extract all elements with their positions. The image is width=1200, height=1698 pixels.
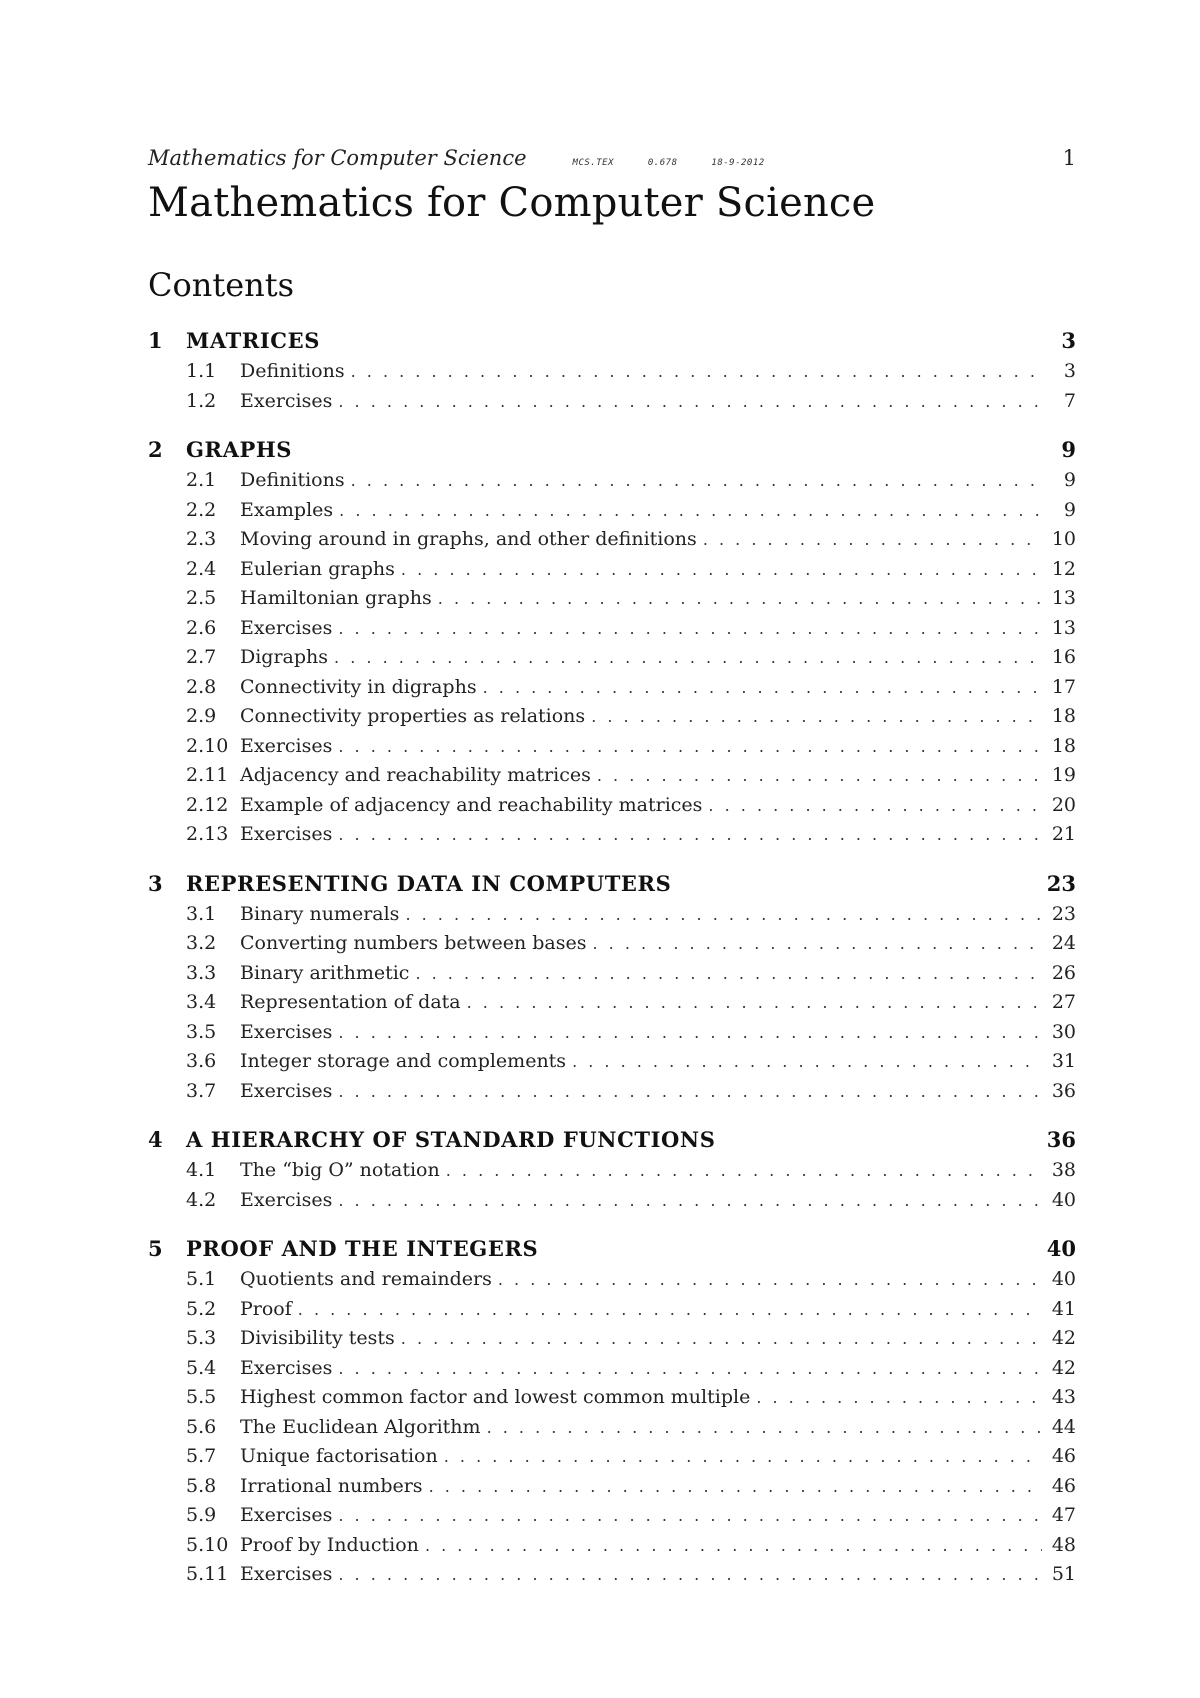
dot-leader (498, 1270, 1042, 1289)
section-page: 38 (1051, 1159, 1076, 1181)
toc-section-entry[interactable] (148, 360, 1076, 390)
toc-section-entry[interactable] (148, 1504, 1076, 1534)
chapter-page: 23 (1046, 870, 1076, 896)
section-number: 2.9 (186, 705, 217, 727)
toc-chapter-entry[interactable] (148, 871, 1076, 903)
section-title: Exercises (240, 1563, 333, 1585)
toc-chapter (148, 1127, 1076, 1218)
section-page: 43 (1051, 1386, 1076, 1408)
dot-leader (572, 1052, 1042, 1071)
toc-chapter-entry[interactable] (148, 1127, 1076, 1159)
section-page: 42 (1051, 1327, 1076, 1349)
section-page: 48 (1051, 1533, 1076, 1556)
section-title: The Euclidean Algorithm (240, 1415, 481, 1438)
section-title: Adjacency and reachability matrices (240, 764, 591, 786)
section-page: 47 (1051, 1504, 1076, 1526)
section-number: 3.2 (186, 932, 217, 954)
section-number: 2.3 (186, 528, 217, 550)
dot-leader (338, 1082, 1042, 1101)
section-number: 5.4 (186, 1356, 217, 1379)
dot-leader (351, 471, 1042, 490)
toc-section-entry[interactable] (148, 1357, 1076, 1387)
section-number: 1.2 (186, 389, 217, 412)
chapter-title: REPRESENTING DATA IN COMPUTERS (186, 870, 672, 896)
section-title: Unique factorisation (240, 1445, 438, 1467)
toc-section-entry[interactable] (148, 991, 1076, 1021)
section-page: 9 (1063, 469, 1076, 491)
contents-heading: Contents (148, 266, 295, 304)
chapter-title: GRAPHS (186, 437, 293, 462)
section-page: 42 (1051, 1356, 1076, 1379)
dot-leader (405, 905, 1042, 924)
toc-section-entry[interactable] (148, 469, 1076, 499)
section-page: 23 (1051, 902, 1076, 925)
dot-leader (591, 707, 1042, 726)
section-title: Eulerian graphs (240, 557, 395, 580)
section-page: 10 (1051, 528, 1076, 550)
section-page: 21 (1051, 823, 1076, 845)
section-number: 2.4 (186, 557, 217, 580)
toc-section-entry[interactable] (148, 823, 1076, 853)
dot-leader (339, 501, 1042, 520)
section-title: Definitions (240, 469, 345, 491)
section-number: 5.1 (186, 1268, 217, 1290)
toc-section-entry[interactable] (148, 499, 1076, 529)
section-page: 17 (1051, 675, 1076, 698)
section-number: 2.13 (186, 823, 229, 845)
toc-section-entry[interactable] (148, 932, 1076, 962)
toc-chapter-entry[interactable] (148, 1236, 1076, 1268)
dot-leader (425, 1536, 1042, 1555)
section-title: Exercises (240, 1188, 333, 1211)
section-page: 46 (1051, 1445, 1076, 1467)
section-number: 3.7 (186, 1079, 217, 1102)
section-title: Hamiltonian graphs (240, 587, 432, 609)
dot-leader (703, 530, 1042, 549)
toc-section-entry[interactable] (148, 705, 1076, 735)
section-number: 3.4 (186, 991, 217, 1013)
toc-section-entry[interactable] (148, 528, 1076, 558)
toc-section-entry[interactable] (148, 1475, 1076, 1505)
section-title: Converting numbers between bases (240, 932, 587, 954)
chapter-number: 3 (148, 870, 163, 896)
toc-section-entry[interactable] (148, 646, 1076, 676)
toc-chapter (148, 1236, 1076, 1593)
section-title: Binary arithmetic (240, 961, 410, 984)
section-title: Representation of data (240, 991, 461, 1013)
chapter-page: 36 (1046, 1127, 1076, 1152)
section-number: 5.2 (186, 1297, 217, 1320)
toc-chapter-entry[interactable] (148, 328, 1076, 360)
file-version: 0.678 (647, 158, 678, 168)
section-page: 40 (1051, 1188, 1076, 1211)
section-number: 2.7 (186, 646, 217, 668)
dot-leader (415, 964, 1042, 983)
section-title: Irrational numbers (240, 1474, 423, 1497)
section-page: 40 (1051, 1268, 1076, 1290)
chapter-page: 3 (1061, 328, 1076, 353)
section-page: 51 (1051, 1563, 1076, 1585)
toc-section-entry[interactable] (148, 764, 1076, 794)
dot-leader (338, 1506, 1042, 1525)
dot-leader (338, 737, 1042, 756)
section-page: 13 (1051, 616, 1076, 639)
section-page: 44 (1051, 1415, 1076, 1438)
section-number: 2.2 (186, 498, 217, 521)
dot-leader (334, 648, 1042, 667)
chapter-title: PROOF AND THE INTEGERS (186, 1236, 539, 1261)
section-title: Exercises (240, 1356, 333, 1379)
section-page: 3 (1063, 360, 1076, 382)
section-number: 4.1 (186, 1159, 217, 1181)
toc-chapter (148, 328, 1076, 419)
section-number: 5.3 (186, 1327, 217, 1349)
section-page: 20 (1051, 793, 1076, 816)
section-page: 36 (1051, 1079, 1076, 1102)
dot-leader (597, 766, 1042, 785)
section-title: Exercises (240, 734, 333, 757)
section-title: Digraphs (240, 646, 329, 668)
section-title: Example of adjacency and reachability matrices (240, 793, 703, 816)
toc-section-entry[interactable] (148, 1268, 1076, 1298)
section-number: 5.5 (186, 1386, 217, 1408)
section-number: 2.5 (186, 587, 217, 609)
section-page: 31 (1051, 1050, 1076, 1072)
section-number: 3.6 (186, 1050, 217, 1072)
toc-section-entry[interactable] (148, 558, 1076, 588)
dot-leader (401, 1329, 1042, 1348)
toc-section-entry[interactable] (148, 390, 1076, 420)
section-title: Divisibility tests (240, 1327, 395, 1349)
dot-leader (446, 1161, 1042, 1180)
file-date: 18-9-2012 (711, 158, 765, 168)
toc-chapter (148, 871, 1076, 1110)
toc-section-entry[interactable] (148, 587, 1076, 617)
dot-leader (593, 934, 1043, 953)
toc-section-entry[interactable] (148, 962, 1076, 992)
section-page: 27 (1051, 991, 1076, 1013)
section-number: 2.10 (186, 734, 229, 757)
section-title: Proof by Induction (240, 1533, 419, 1556)
section-number: 1.1 (186, 360, 217, 382)
section-number: 2.1 (186, 469, 217, 491)
section-title: Exercises (240, 1079, 333, 1102)
section-page: 26 (1051, 961, 1076, 984)
section-title: Definitions (240, 360, 345, 382)
section-number: 5.9 (186, 1504, 217, 1526)
file-name: MCS.TEX (572, 158, 614, 168)
section-title: Exercises (240, 389, 333, 412)
toc-section-entry[interactable] (148, 1080, 1076, 1110)
section-number: 3.5 (186, 1020, 217, 1043)
toc-section-entry[interactable] (148, 1298, 1076, 1328)
chapter-number: 5 (148, 1236, 163, 1261)
dot-leader (338, 619, 1042, 638)
section-page: 16 (1051, 646, 1076, 668)
toc-chapter-entry[interactable] (148, 437, 1076, 469)
chapter-number: 1 (148, 328, 163, 353)
dot-leader (338, 1565, 1042, 1584)
toc-section-entry[interactable] (148, 903, 1076, 933)
section-title: Moving around in graphs, and other definitions (240, 528, 697, 550)
toc-section-entry[interactable] (148, 676, 1076, 706)
dot-leader (338, 825, 1042, 844)
section-number: 5.10 (186, 1533, 229, 1556)
dot-leader (298, 1300, 1042, 1319)
dot-leader (338, 1359, 1042, 1378)
section-title: Integer storage and complements (240, 1050, 567, 1072)
section-number: 4.2 (186, 1188, 217, 1211)
toc-section-entry[interactable] (148, 1021, 1076, 1051)
section-title: Exercises (240, 1020, 333, 1043)
toc-section-entry[interactable] (148, 1327, 1076, 1357)
chapter-page: 40 (1046, 1236, 1076, 1261)
section-page: 13 (1051, 587, 1076, 609)
toc-section-entry[interactable] (148, 1416, 1076, 1446)
dot-leader (351, 362, 1042, 381)
chapter-title: A HIERARCHY OF STANDARD FUNCTIONS (186, 1127, 716, 1152)
page-number: 1 (1062, 146, 1076, 170)
section-title: Exercises (240, 823, 333, 845)
section-number: 3.3 (186, 961, 217, 984)
section-page: 30 (1051, 1020, 1076, 1043)
dot-leader (444, 1447, 1042, 1466)
section-title: Binary numerals (240, 902, 400, 925)
section-number: 5.7 (186, 1445, 217, 1467)
dot-leader (338, 392, 1042, 411)
dot-leader (429, 1477, 1042, 1496)
section-title: Proof (240, 1297, 292, 1320)
chapter-number: 4 (148, 1127, 163, 1152)
section-title: The “big O” notation (240, 1159, 440, 1181)
section-number: 2.12 (186, 793, 229, 816)
section-number: 5.6 (186, 1415, 217, 1438)
section-title: Exercises (240, 1504, 333, 1526)
section-number: 3.1 (186, 902, 217, 925)
toc-section-entry[interactable] (148, 1534, 1076, 1564)
toc-section-entry[interactable] (148, 1563, 1076, 1593)
toc-section-entry[interactable] (148, 1050, 1076, 1080)
section-number: 5.11 (186, 1563, 229, 1585)
document-title: Mathematics for Computer Science (148, 180, 876, 226)
toc-section-entry[interactable] (148, 794, 1076, 824)
toc-section-entry[interactable] (148, 1386, 1076, 1416)
toc-section-entry[interactable] (148, 1159, 1076, 1189)
file-meta (573, 158, 793, 168)
dot-leader (438, 589, 1042, 608)
section-page: 41 (1051, 1297, 1076, 1320)
dot-leader (708, 796, 1042, 815)
section-title: Quotients and remainders (240, 1268, 492, 1290)
toc-section-entry[interactable] (148, 617, 1076, 647)
chapter-title: MATRICES (186, 328, 320, 353)
chapter-number: 2 (148, 437, 163, 462)
section-number: 5.8 (186, 1474, 217, 1497)
toc-section-entry[interactable] (148, 735, 1076, 765)
section-title: Highest common factor and lowest common multiple (240, 1386, 751, 1408)
section-number: 2.8 (186, 675, 217, 698)
dot-leader (756, 1388, 1042, 1407)
section-page: 24 (1051, 932, 1076, 954)
toc-section-entry[interactable] (148, 1445, 1076, 1475)
dot-leader (338, 1191, 1042, 1210)
dot-leader (401, 560, 1042, 579)
section-title: Examples (240, 498, 334, 521)
section-page: 46 (1051, 1474, 1076, 1497)
section-number: 2.11 (186, 764, 229, 786)
dot-leader (338, 1023, 1042, 1042)
toc-chapter (148, 437, 1076, 853)
chapter-page: 9 (1061, 437, 1076, 462)
section-page: 19 (1051, 764, 1076, 786)
section-title: Connectivity properties as relations (240, 705, 586, 727)
section-number: 2.6 (186, 616, 217, 639)
section-title: Exercises (240, 616, 333, 639)
section-page: 7 (1063, 389, 1076, 412)
dot-leader (467, 993, 1042, 1012)
section-page: 18 (1051, 734, 1076, 757)
toc-section-entry[interactable] (148, 1189, 1076, 1219)
dot-leader (487, 1418, 1042, 1437)
table-of-contents (148, 328, 1076, 1611)
running-title: Mathematics for Computer Science (148, 146, 527, 170)
section-page: 18 (1051, 705, 1076, 727)
section-page: 12 (1051, 557, 1076, 580)
section-title: Connectivity in digraphs (240, 675, 477, 698)
section-page: 9 (1063, 498, 1076, 521)
running-header (148, 146, 1076, 172)
dot-leader (483, 678, 1042, 697)
